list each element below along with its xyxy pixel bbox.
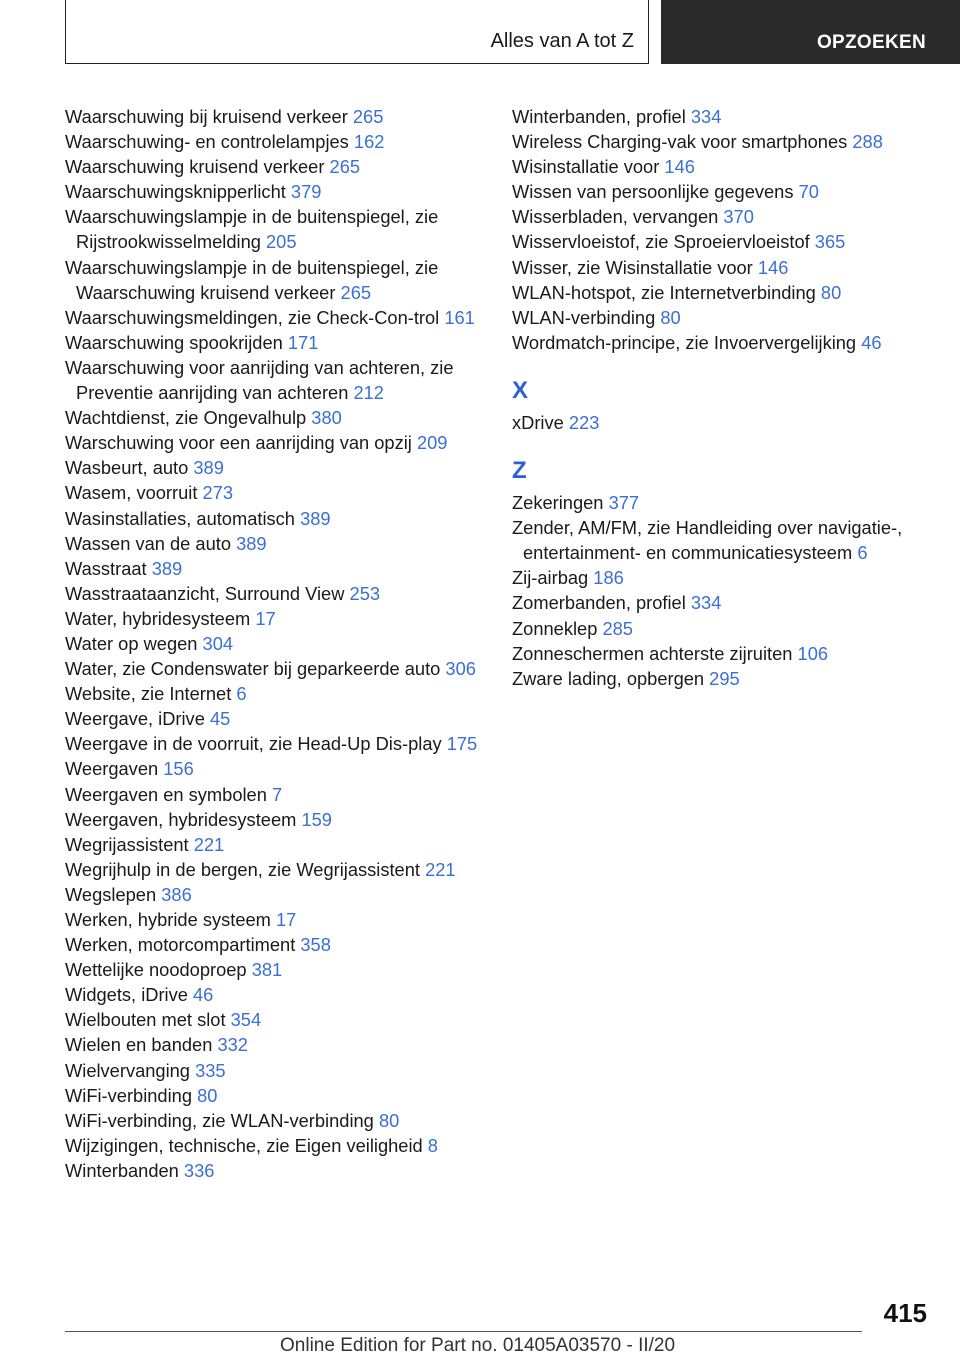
page-link[interactable]: 334 <box>690 592 722 614</box>
page-link[interactable]: 6 <box>857 542 868 564</box>
page-link[interactable]: 212 <box>353 382 384 404</box>
index-entry <box>65 204 485 254</box>
index-term: Wielen en banden <box>65 1034 213 1056</box>
index-entry <box>512 280 932 305</box>
index-term: Waarschuwingslampje in de buitenspiegel, zie Waarschuwing kruisend verkeer <box>65 256 439 303</box>
index-entry <box>512 641 932 666</box>
index-term: Weergave, iDrive <box>65 708 205 730</box>
index-entry <box>65 430 485 455</box>
page-link[interactable]: 171 <box>287 331 319 353</box>
index-term: Zender, AM/FM, zie Handleiding over navigatie-, entertainment- en communicatiesysteem <box>512 517 903 564</box>
index-entry <box>65 355 485 405</box>
page-link[interactable]: 334 <box>690 106 722 127</box>
index-entry <box>512 590 932 615</box>
page-link[interactable]: 389 <box>236 532 267 554</box>
index-entry <box>512 154 932 179</box>
letter-heading-z: Z <box>512 457 527 485</box>
index-term: Weergaven, hybridesysteem <box>65 808 297 830</box>
index-entry <box>512 616 932 641</box>
index-entry <box>512 515 932 565</box>
index-entry <box>65 832 485 857</box>
index-term: Warschuwing voor een aanrijding van opzij <box>65 432 412 454</box>
index-entry <box>65 957 485 982</box>
index-entry <box>65 330 485 355</box>
page-link[interactable]: 106 <box>797 642 829 664</box>
index-entry <box>65 631 485 656</box>
index-term: Wasbeurt, auto <box>65 457 189 479</box>
index-entry <box>65 656 485 681</box>
index-entry <box>65 255 485 305</box>
page-link[interactable]: 223 <box>568 411 600 433</box>
index-term: Wireless Charging-vak voor smartphones <box>512 131 848 153</box>
index-entry <box>512 255 932 280</box>
index-entry <box>65 982 485 1007</box>
index-entry <box>65 932 485 957</box>
index-term: Wachtdienst, zie Ongevalhulp <box>65 407 307 429</box>
index-term: Wisserbladen, vervangen <box>512 206 719 228</box>
index-column-right <box>512 104 932 691</box>
index-entry <box>512 565 932 590</box>
page-link[interactable]: 70 <box>798 181 819 203</box>
index-term: Zomerbanden, profiel <box>512 592 686 614</box>
index-entry <box>65 104 485 129</box>
page-link[interactable]: 8 <box>427 1134 438 1156</box>
index-term: Waarschuwing kruisend verkeer <box>65 156 325 178</box>
index-group-w <box>512 104 932 355</box>
page-link[interactable]: 265 <box>352 106 384 127</box>
index-term: Wasstraat <box>65 557 147 579</box>
page-link[interactable]: 304 <box>202 632 234 654</box>
index-term: Wielbouten met slot <box>65 1009 226 1031</box>
index-term: Water op wegen <box>65 632 198 654</box>
page-link[interactable]: 386 <box>161 883 192 905</box>
letter-heading-x: X <box>512 376 529 404</box>
index-column-left <box>65 104 485 1183</box>
index-term: Weergaven en symbolen <box>65 783 267 805</box>
index-term: Zware lading, opbergen <box>512 667 705 689</box>
index-term: Waarschuwingsmeldingen, zie Check-Con-trol <box>65 306 440 328</box>
index-term: Water, zie Condenswater bij geparkeerde auto <box>65 658 441 680</box>
index-entry <box>65 857 485 882</box>
index-entry <box>65 305 485 330</box>
page-link[interactable]: 46 <box>861 331 882 353</box>
index-term: Waarschuwingslampje in de buitenspiegel, zie Rijstrookwisselmelding <box>65 206 439 253</box>
index-term: Werken, motorcompartiment <box>65 934 296 956</box>
index-entry <box>65 154 485 179</box>
index-entry <box>65 581 485 606</box>
page-link[interactable]: 146 <box>757 256 789 278</box>
index-term: WiFi-verbinding <box>65 1084 192 1106</box>
index-entry <box>65 179 485 204</box>
page-link[interactable]: 365 <box>814 231 846 253</box>
index-entry <box>512 104 932 129</box>
page-link[interactable]: 186 <box>593 567 624 589</box>
index-entry <box>512 179 932 204</box>
page-link[interactable]: 295 <box>709 667 740 689</box>
page-link[interactable]: 332 <box>217 1034 248 1056</box>
index-term: Wasinstallaties, automatisch <box>65 507 295 529</box>
index-term: Wettelijke noodoproep <box>65 959 247 981</box>
page-link[interactable]: 265 <box>329 156 361 178</box>
index-entry <box>65 1158 485 1183</box>
index-entry <box>65 1108 485 1133</box>
index-entry <box>512 129 932 154</box>
index-term: Wisservloeistof, zie Sproeiervloeistof <box>512 231 810 253</box>
page-link[interactable]: 209 <box>416 432 448 454</box>
index-entry <box>65 1007 485 1032</box>
index-group-z <box>512 490 932 691</box>
page-link[interactable]: 389 <box>300 507 331 529</box>
index-entry <box>65 480 485 505</box>
index-entry <box>512 410 932 435</box>
page-link[interactable]: 354 <box>230 1009 262 1031</box>
page-link[interactable]: 80 <box>378 1109 400 1131</box>
index-entry <box>512 229 932 254</box>
index-entry <box>65 706 485 731</box>
index-entry <box>512 490 932 515</box>
index-term: Wielvervanging <box>65 1059 190 1081</box>
index-term: Winterbanden <box>65 1159 179 1181</box>
index-entry <box>512 305 932 330</box>
index-term: Waarschuwing voor aanrijding van achteren, zie Preventie aanrijding van achteren <box>65 356 454 404</box>
index-term: Weergave in de voorruit, zie Head-Up Dis-play <box>65 733 442 755</box>
index-term: Wasstraataanzicht, Surround View <box>65 582 345 604</box>
index-term: WLAN-verbinding <box>512 306 656 328</box>
page-link[interactable]: 221 <box>193 833 225 855</box>
page-link[interactable]: 80 <box>820 281 842 303</box>
index-term: Zonneklep <box>512 617 598 639</box>
index-entry <box>65 606 485 631</box>
page-link[interactable]: 46 <box>193 984 214 1006</box>
opzoeken-label: OPZOEKEN <box>816 32 926 53</box>
page-link[interactable]: 336 <box>183 1159 215 1181</box>
page-link[interactable]: 146 <box>664 156 695 178</box>
index-term: Zonneschermen achterste zijruiten <box>512 642 793 664</box>
footer-divider <box>65 1331 862 1332</box>
page-link[interactable]: 156 <box>163 758 194 780</box>
page-link[interactable]: 159 <box>301 808 332 830</box>
page-link[interactable]: 161 <box>444 306 475 328</box>
index-term: Wisser, zie Wisinstallatie voor <box>512 256 753 278</box>
index-term: Waarschuwing bij kruisend verkeer <box>65 106 348 127</box>
header-section-box <box>65 0 649 64</box>
page-link[interactable]: 288 <box>852 131 883 153</box>
index-entry <box>65 556 485 581</box>
index-entry <box>65 405 485 430</box>
index-term: Zekeringen <box>512 492 604 514</box>
page-link[interactable]: 380 <box>311 407 342 429</box>
page-link[interactable]: 389 <box>151 557 183 579</box>
index-term: Waarschuwing spookrijden <box>65 331 283 353</box>
page-link[interactable]: 221 <box>425 858 456 880</box>
page-link[interactable]: 45 <box>209 708 231 730</box>
index-entry <box>65 1058 485 1083</box>
page-link[interactable]: 6 <box>236 683 247 705</box>
page-link[interactable]: 162 <box>353 131 385 153</box>
page-link[interactable]: 377 <box>608 492 640 514</box>
page-link[interactable]: 175 <box>446 733 478 755</box>
index-term: Waarschuwingsknipperlicht <box>65 181 286 203</box>
page-number: 415 <box>883 1298 927 1328</box>
index-term: WiFi-verbinding, zie WLAN-verbinding <box>65 1109 374 1131</box>
index-entry <box>65 1083 485 1108</box>
index-term: Wordmatch-principe, zie Invoervergelijking <box>512 331 857 353</box>
index-term: Weergaven <box>65 758 159 780</box>
index-entry <box>65 782 485 807</box>
index-entry <box>512 666 932 691</box>
section-title: Alles van A tot Z <box>490 30 634 52</box>
index-entry <box>65 907 485 932</box>
index-term: Wassen van de auto <box>65 532 231 554</box>
page-link[interactable]: 205 <box>266 231 297 253</box>
index-entry <box>65 531 485 556</box>
page-link[interactable]: 370 <box>723 206 754 228</box>
page-link[interactable]: 358 <box>300 934 331 956</box>
index-group-x <box>512 410 932 435</box>
index-entry <box>65 807 485 832</box>
index-entry <box>65 731 485 756</box>
index-entry <box>65 681 485 706</box>
index-term: Winterbanden, profiel <box>512 106 686 127</box>
index-term: xDrive <box>512 411 564 433</box>
index-term: Wegslepen <box>65 883 157 905</box>
edition-footer: Online Edition for Part no. 01405A03570 - II/20 <box>280 1335 676 1356</box>
index-entry <box>512 204 932 229</box>
index-term: Wijzigingen, technische, zie Eigen veiligheid <box>65 1134 423 1156</box>
index-entry <box>65 1133 485 1158</box>
index-term: WLAN-hotspot, zie Internetverbinding <box>512 281 816 303</box>
index-term: Wasem, voorruit <box>65 482 198 504</box>
index-term: Widgets, iDrive <box>65 984 188 1006</box>
index-entry <box>65 1032 485 1057</box>
index-term: Website, zie Internet <box>65 683 232 705</box>
index-term: Wegrijassistent <box>65 833 189 855</box>
index-entry <box>65 756 485 781</box>
index-term: Waarschuwing- en controlelampjes <box>65 131 349 153</box>
index-entry <box>512 330 932 355</box>
index-entry <box>65 506 485 531</box>
page-link[interactable]: 265 <box>340 281 372 303</box>
index-entry <box>65 455 485 480</box>
index-term: Zij-airbag <box>512 567 589 589</box>
page-link[interactable]: 7 <box>271 783 283 805</box>
index-term: Wegrijhulp in de bergen, zie Wegrijassistent <box>65 858 420 880</box>
page-link[interactable]: 306 <box>445 658 476 680</box>
page-link[interactable]: 379 <box>290 181 322 203</box>
index-term: Werken, hybride systeem <box>65 909 271 930</box>
opzoeken-tab[interactable] <box>661 0 960 64</box>
page-link[interactable]: 80 <box>197 1084 218 1106</box>
page-link[interactable]: 285 <box>602 617 633 639</box>
page-link[interactable]: 17 <box>276 909 297 930</box>
index-entry <box>65 882 485 907</box>
page-link[interactable]: 80 <box>660 306 681 328</box>
page-link[interactable]: 389 <box>193 457 224 479</box>
index-term: Wissen van persoonlijke gegevens <box>512 181 794 203</box>
page-link[interactable]: 17 <box>255 607 276 629</box>
index-term: Water, hybridesysteem <box>65 607 251 629</box>
index-term: Wisinstallatie voor <box>512 156 660 178</box>
page-link[interactable]: 335 <box>195 1059 226 1081</box>
index-entry <box>65 129 485 154</box>
page-link[interactable]: 381 <box>251 959 283 981</box>
page-link[interactable]: 253 <box>349 582 381 604</box>
page-link[interactable]: 273 <box>202 482 234 504</box>
